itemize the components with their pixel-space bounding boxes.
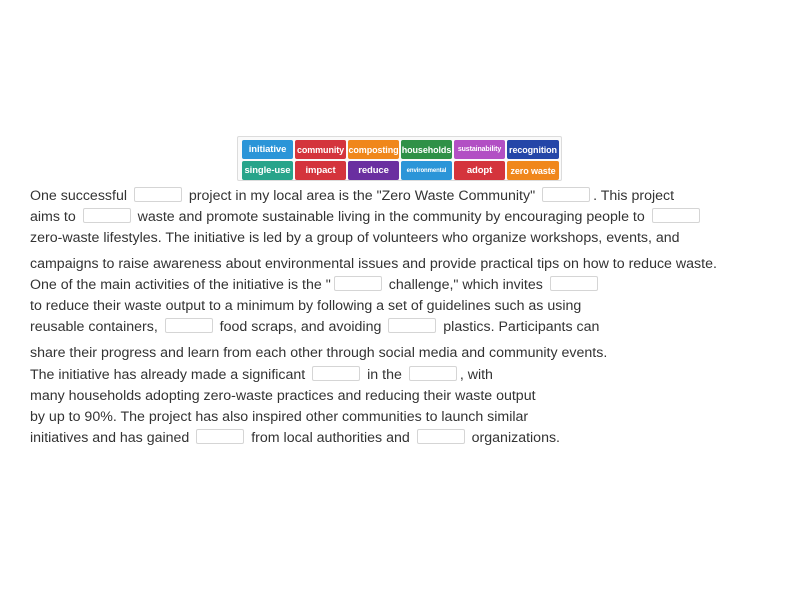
passage-text: plastics. Participants can (443, 319, 600, 335)
passage-text: waste and promote sustainable living in the community by encouraging people to (137, 209, 645, 225)
word-tile-adopt[interactable]: adopt (454, 161, 505, 180)
passage-text: by up to 90%. The project has also inspired other communities to launch similar (30, 409, 529, 425)
blank-9[interactable] (312, 366, 360, 381)
word-tile-impact[interactable]: impact (295, 161, 346, 180)
passage-text: from local authorities and (251, 430, 410, 446)
word-tile-composting[interactable]: composting (348, 140, 399, 159)
passage-line (30, 406, 528, 428)
passage-text: The initiative has already made a significant (30, 367, 306, 383)
word-tile-initiative[interactable]: initiative (242, 140, 293, 159)
passage-text: organizations. (471, 430, 560, 446)
word-tile-zero-waste[interactable]: zero waste (507, 161, 559, 180)
passage-line (30, 206, 703, 228)
passage-text: , with (459, 367, 493, 383)
word-bank (237, 136, 562, 181)
blank-7[interactable] (165, 318, 213, 333)
blank-5[interactable] (334, 276, 382, 291)
blank-8[interactable] (388, 318, 436, 333)
passage-text: initiatives and has gained (30, 430, 190, 446)
passage-line (30, 364, 493, 386)
passage-text: share their progress and learn from each other through social media and community events. (30, 345, 608, 361)
passage-text: food scraps, and avoiding (219, 319, 382, 335)
blank-3[interactable] (83, 208, 131, 223)
blank-10[interactable] (409, 366, 457, 381)
passage-text: many households adopting zero-waste practices and reducing their waste output (30, 388, 536, 404)
passage-text: One of the main activities of the initiative is the " (30, 277, 331, 293)
blank-11[interactable] (196, 429, 244, 444)
passage-text: campaigns to raise awareness about environmental issues and provide practical tips on how to reduce waste. (30, 256, 717, 272)
passage-line (30, 274, 601, 296)
blank-12[interactable] (417, 429, 465, 444)
word-tile-households[interactable]: households (401, 140, 452, 159)
blank-6[interactable] (550, 276, 598, 291)
word-tile-recognition[interactable]: recognition (507, 140, 559, 159)
blank-1[interactable] (134, 187, 182, 202)
word-tile-community[interactable]: community (295, 140, 346, 159)
passage-text: aims to (30, 209, 76, 225)
passage-line (30, 427, 560, 449)
passage-line (30, 295, 581, 317)
passage-text: challenge," which invites (388, 277, 543, 293)
passage-line (30, 253, 717, 275)
word-tile-sustainability[interactable]: sustainability (454, 140, 505, 159)
passage-line (30, 385, 536, 407)
passage-text: in the (367, 367, 402, 383)
passage-text: to reduce their waste output to a minimum by following a set of guidelines such as using (30, 298, 582, 314)
passage-line (30, 342, 607, 364)
word-tile-reduce[interactable]: reduce (348, 161, 399, 180)
word-tile-environmental[interactable]: environmental (401, 161, 452, 180)
word-tile-single-use[interactable]: single-use (242, 161, 293, 180)
passage-text: . This project (593, 188, 675, 204)
blank-4[interactable] (652, 208, 700, 223)
blank-2[interactable] (542, 187, 590, 202)
passage-text: project in my local area is the "Zero Waste Community" (188, 188, 536, 204)
passage-line (30, 316, 599, 338)
passage-text: reusable containers, (30, 319, 158, 335)
passage-text: One successful (30, 188, 127, 204)
passage-line (30, 185, 674, 207)
passage-line (30, 227, 680, 249)
passage-text: zero-waste lifestyles. The initiative is led by a group of volunteers who organize workshops, events, and (30, 230, 680, 246)
